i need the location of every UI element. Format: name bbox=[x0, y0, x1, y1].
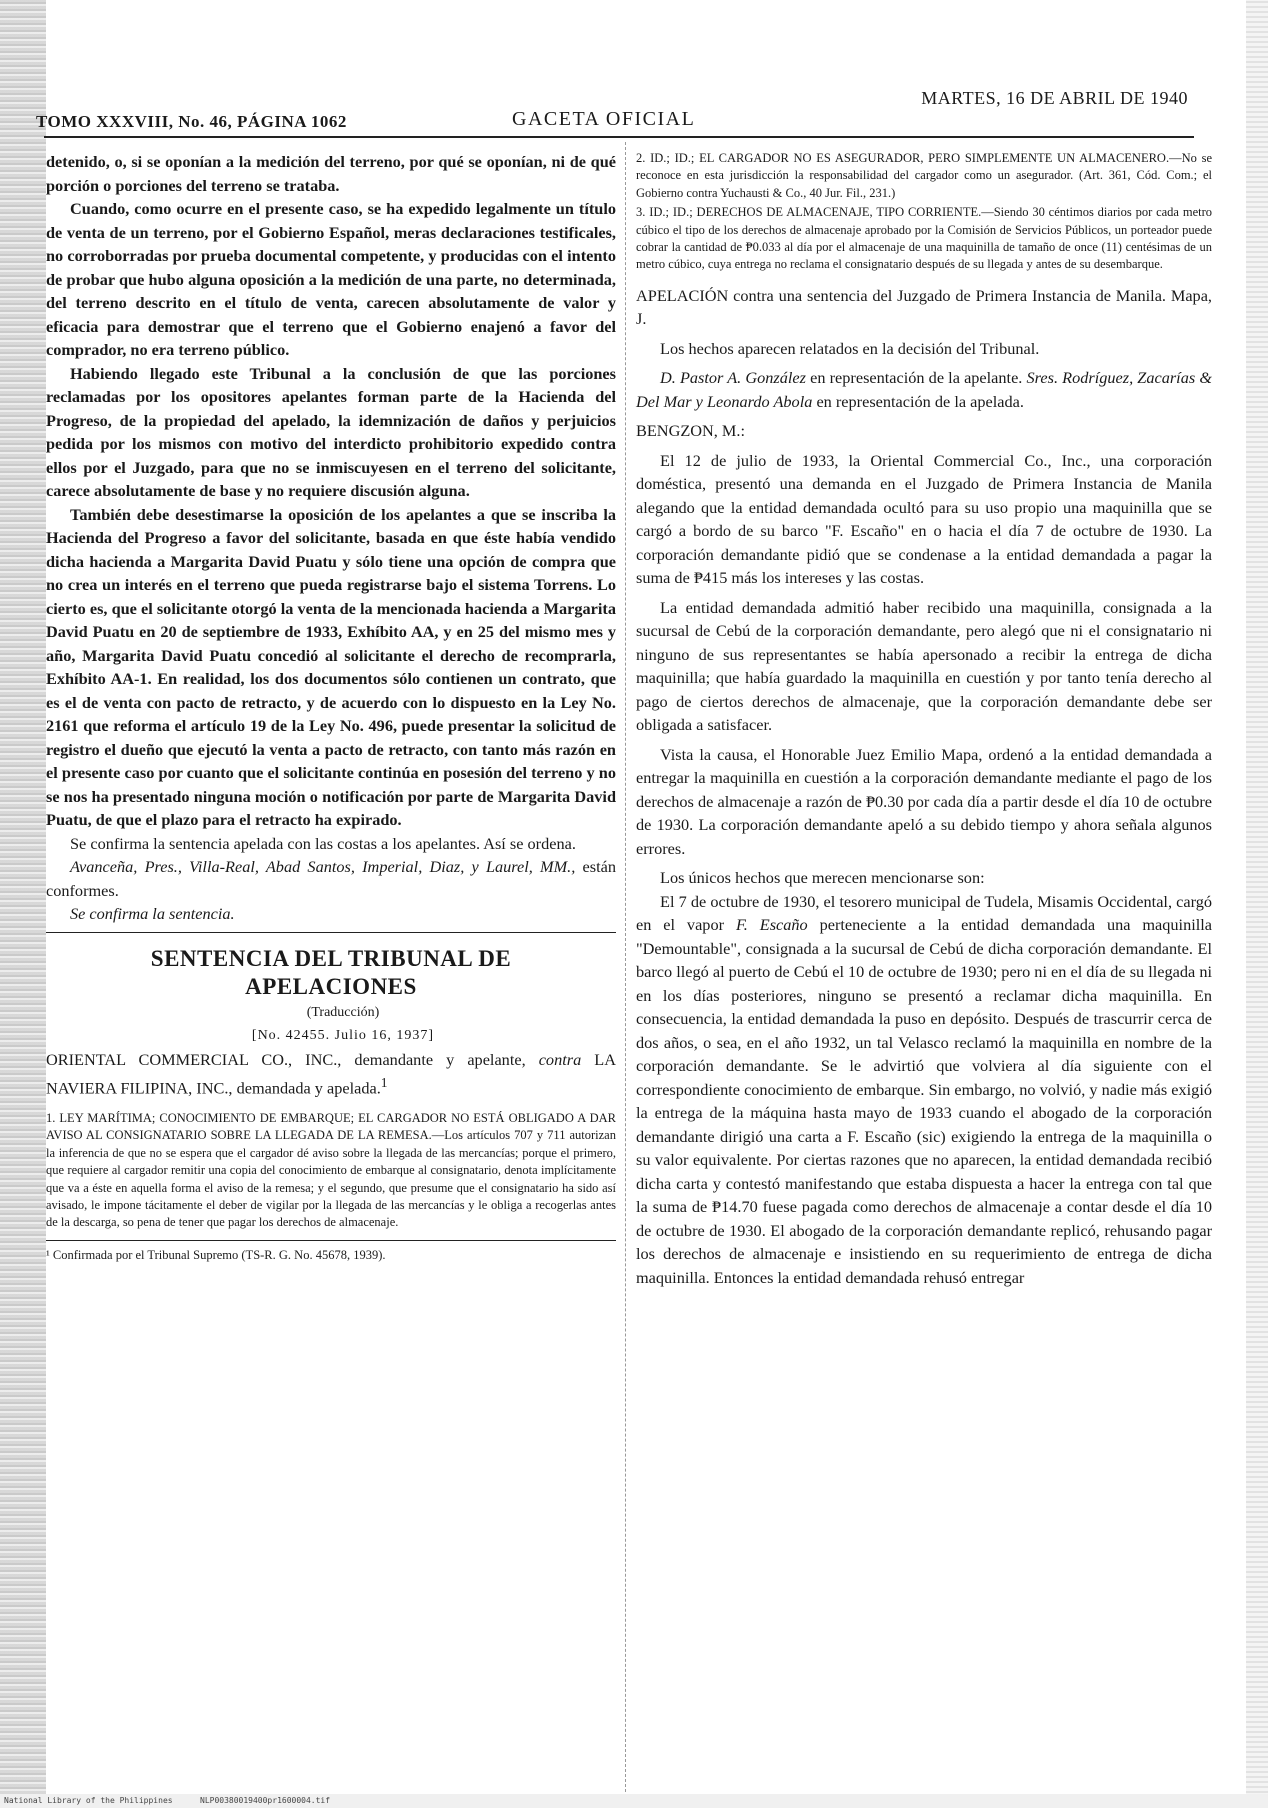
counsel-name: D. Pastor A. González bbox=[660, 368, 806, 388]
contra-word: contra bbox=[538, 1049, 582, 1069]
issue-date: MARTES, 16 DE ABRIL DE 1940 bbox=[921, 88, 1188, 108]
paragraph: Los únicos hechos que merecen mencionarse son: bbox=[660, 868, 985, 888]
syllabus-heading: 2. ID.; ID.; EL CARGADOR NO ES ASEGURADOR, PERO SIMPLEMENTE UN ALMACENERO. bbox=[636, 151, 1170, 165]
parties-text: demandada y apelada. bbox=[236, 1078, 381, 1098]
paragraph: Vista la causa, el Honorable Juez Emilio Mapa, ordenó a la entidad demandada a entregar la maquinilla en cuestión a la corporación demandante mediante el pago de los derechos de almacenaje a razón de ₱0.30 por cada día a partir desde el día 10 de octubre de 1930. La corporación demandante apeló a su debido tiempo y ahora señala algunos errores. bbox=[636, 744, 1212, 858]
syllabus-body: —No se reconoce en esta jurisdicción la responsabilidad del cargador como un asegurador. (Art. 361, Cód. Com.; el Gobierno contra Yuchausti & Co., 40 Jur. Fil., 231.) bbox=[636, 151, 1212, 200]
section-title-line: APELACIONES bbox=[245, 973, 417, 999]
publication-title: GACETA OFICIAL bbox=[512, 108, 696, 130]
judge-name: BENGZON, M.: bbox=[636, 421, 745, 441]
paragraph: detenido, o, si se oponían a la medición del terreno, por qué se oponían, ni de qué porción o porciones del terreno se trataba. bbox=[46, 152, 616, 195]
paragraph: Habiendo llegado este Tribunal a la conclusión de que las porciones reclamadas por los opositores apelantes forman parte de la Hacienda del Progreso, de la propiedad del apelado, la idemnización de daños y perjuicios pedida por los mismos con motivo del interdicto prohibitorio expedido contra ellos por el Juzgado, para que no se inmiscuyesen en el terreno del solicitante, carece absolutamente de base y no requiere discusión alguna. bbox=[46, 363, 616, 500]
case-number: [No. 42455. Julio 16, 1937] bbox=[251, 1028, 435, 1043]
right-column bbox=[636, 150, 1212, 1289]
header-rule bbox=[44, 136, 1194, 138]
syllabus-right bbox=[636, 150, 1212, 274]
scan-file-id: NLP00380019400pr1600004.tif bbox=[200, 1796, 331, 1805]
defendant-name: LA NAVIERA FILIPINA, INC., bbox=[46, 1049, 616, 1098]
scan-edge-left bbox=[0, 0, 46, 1808]
running-head bbox=[36, 88, 1196, 131]
concurrence-line bbox=[46, 855, 616, 902]
facts-line: Los hechos aparecen relatados en la decisión del Tribunal. bbox=[660, 338, 1040, 358]
counsel-name: Sres. Rodríguez, Zacarías & Del Mar y Leonardo Abola bbox=[636, 368, 1212, 411]
scan-footer bbox=[0, 1794, 1268, 1808]
counsel-text: en representación de la apelante. bbox=[810, 368, 1023, 388]
paragraph-text: El 7 de octubre de 1930, el tesorero municipal de Tudela, Misamis Occidental, cargó en el vapor bbox=[636, 891, 1212, 935]
paragraph: El 12 de julio de 1933, la Oriental Commercial Co., Inc., una corporación doméstica, presentó una demanda en el Juzgado de Primera Instancia de Manila alegando que la entidad demandada ocultó para su uso propio una maquinilla que se cargó a bordo de su barco "F. Escaño" en o hacia el día 7 de octubre de 1930. La corporación demandante pidió que se condenase a la entidad demandada a pagar la suma de ₱415 más los intereses y las costas. bbox=[636, 450, 1212, 588]
paragraph: Cuando, como ocurre en el presente caso, se ha expedido legalmente un título de venta de un terreno, por el Gobierno Español, meras declaraciones testificales, no corroborradas por prueba documental competente, y producidas con el intento de probar que hubo alguna oposición a la medición de una parte, no determinada, del terreno descrito en el título de venta, carecen absolutamente de valor y eficacia para demostrar que el terreno que el Gobierno enajenó a favor del comprador, no era terreno público. bbox=[46, 199, 616, 359]
disposition-line: Se confirma la sentencia. bbox=[70, 904, 235, 923]
paragraph-text: perteneciente a la entidad demandada una maquinilla "Demountable", consignada a la sucursal de Cebú de dicha corporación demandante. El barco llegó al puerto de Cebú el 10 de octubre de 1930; pero ni en el día de su llegada ni en los días posteriores, ninguno se presentó a reclamar dicha maquinilla. En consecuencia, la entidad demandada la puso en depósito. Después de trascurrir cerca de dos años, o sea, en el año 1932, un tal Velasco reclamó la maquinilla en nombre de la corporación demandante. Se le advirtió que volviera al día siguiente con el correspondiente conocimiento de embarque. Sin embargo, no volvió, y nadie más exigió la entrega de la máquina hasta mayo de 1933 cuando el abogado de la corporación demandante dirigió una carta a F. Escaño (sic) exigiendo la entrega de la maquinilla o su valor equivalente. Por ciertas razones que no aparecen, la entidad demandada recibió dicha carta y contestó manifestando que estaba dispuesta a hacer la entrega con tal que la suma de ₱14.70 fuese pagada como derechos de almacenaje a contar desde el día 10 de octubre de 1930. El abogado de la corporación demandante replicó, rehusando pagar los derechos de almacenaje e insistiendo en su requerimiento de entrega de dicha maquinilla. Entonces la entidad demandada rehusó entregar bbox=[636, 915, 1213, 1287]
ship-name: F. Escaño bbox=[735, 915, 808, 935]
paragraph: También debe desestimarse la oposición de los apelantes a que se inscriba la Hacienda del Progreso a favor del solicitante, basada en que éste había vendido dicha hacienda a Margarita David Puatu y sólo tiene una opción de compra que no crea un interés en el terreno que pueda registrarse bajo el sistema Torrens. Lo cierto es, que el solicitante otorgó la venta de la mencionada hacienda a Margarita David Puatu en 20 de septiembre de 1933, Exhíbito AA, y en 25 del mismo mes y año, Margarita David Puatu concedió al solicitante el derecho de recomprarla, Exhíbito AA-1. En realidad, los dos documentos sólo contienen un contrato, que es el de venta con pacto de retracto, y de acuerdo con lo dispuesto en la Ley No. 2161 que reforma el artículo 19 de la Ley No. 496, puede presentar la solicitud de registro el dueño que ejecutó la venta a pacto de retracto, con tanto más razón en el presente caso por cuanto que el solicitante continúa en posesión del terreno y no se nos ha presentado ninguna moción o notificación por parte de Margarita David Puatu, de que el plazo para el retracto ha expirado. bbox=[46, 504, 616, 829]
case-parties bbox=[46, 1048, 616, 1100]
syllabus-heading: 3. ID.; ID.; DERECHOS DE ALMACENAJE, TIPO CORRIENTE. bbox=[636, 205, 982, 220]
syllabus-left bbox=[46, 1110, 616, 1232]
section-rule bbox=[46, 932, 616, 933]
paragraph: Se confirma la sentencia apelada con las costas a los apelantes. Así se ordena. bbox=[70, 833, 576, 853]
syllabus-item bbox=[636, 150, 1212, 202]
paragraph bbox=[636, 890, 1212, 1290]
footnote-marker: 1 bbox=[380, 1075, 388, 1090]
footnote bbox=[46, 1247, 616, 1264]
counsel-line bbox=[636, 366, 1212, 413]
plaintiff-name: ORIENTAL COMMERCIAL CO., INC., bbox=[46, 1049, 342, 1069]
section-title-line: SENTENCIA DEL TRIBUNAL DE bbox=[150, 945, 512, 971]
justices-names: Avanceña, Pres., Villa-Real, Abad Santos, Imperial, Diaz, y Laurel, MM., bbox=[70, 857, 576, 876]
syllabus-body: —Siendo 30 céntimos diarios por cada metro cúbico el tipo de los derechos de almacenaje aprobado por la Comisión de Servicios Públicos, un porteador puede cobrar la cantidad de ₱0.033 al día por el almacenaje de una maquinilla de tamaño de once (11) centésimas de un metro cúbico, cuya entrega no reclama el consignatario después de su llegada y antes de su desembarque. bbox=[636, 205, 1213, 272]
footnote-rule bbox=[46, 1240, 616, 1241]
concurrence-text: están conformes. bbox=[46, 857, 616, 900]
syllabus-item bbox=[636, 204, 1212, 274]
volume-page-label: TOMO XXXVIII, No. 46, PÁGINA 1062 bbox=[36, 112, 347, 131]
section-title bbox=[46, 945, 616, 1001]
syllabus-item bbox=[46, 1110, 616, 1232]
translation-note: (Traducción) bbox=[306, 1004, 380, 1020]
syllabus-heading: 1. LEY MARÍTIMA; CONOCIMIENTO DE EMBARQUE; EL CARGADOR NO ESTÁ OBLIGADO A DAR AVISO AL CONSIGNATARIO SOBRE LA LLEGADA DE LA REMESA. bbox=[46, 1110, 616, 1143]
paragraph: La entidad demandada admitió haber recibido una maquinilla, consignada a la sucursal de Cebú de la corporación demandante, pero alegó que ni el consignatario ni ninguno de sus representantes se había apersonado a recibir la entrega de dicha maquinilla; que había guardado la maquinilla en cuestión y por tanto tenía derecho al pago de ciertos derechos de almacenaje, que la corporación demandante debe ser obligada a satisfacer. bbox=[636, 597, 1212, 735]
column-divider bbox=[625, 142, 626, 1792]
left-column bbox=[46, 150, 616, 1266]
footnote-text: ¹ Confirmada por el Tribunal Supremo (TS-R. G. No. 45678, 1939). bbox=[46, 1247, 386, 1262]
appeal-line: APELACIÓN contra una sentencia del Juzgado de Primera Instancia de Manila. Mapa, J. bbox=[636, 285, 1212, 329]
library-credit: National Library of the Philippines bbox=[4, 1796, 173, 1805]
parties-text: demandante y apelante, bbox=[354, 1049, 526, 1069]
scan-edge-right bbox=[1246, 0, 1268, 1808]
syllabus-body: —Los artículos 707 y 711 autorizan la inferencia de que no se espera que el cargador dé aviso sobre la llegada de las mercancías; porque el primero, que requiere al cargador remitir una copia del conocimiento de embarque al consignatario, denota implícitamente que va a éste en aquella forma el aviso de la remesa; y el segundo, que presume que el consignatario ha sido así avisado, le impone tácitamente el deber de vigilar por la llegada de las mercancías y le obliga a recogerlas antes de la descarga, so pena de tener que pagar los derechos de almacenaje. bbox=[46, 1128, 616, 1230]
counsel-text: en representación de la apelada. bbox=[816, 391, 1024, 411]
